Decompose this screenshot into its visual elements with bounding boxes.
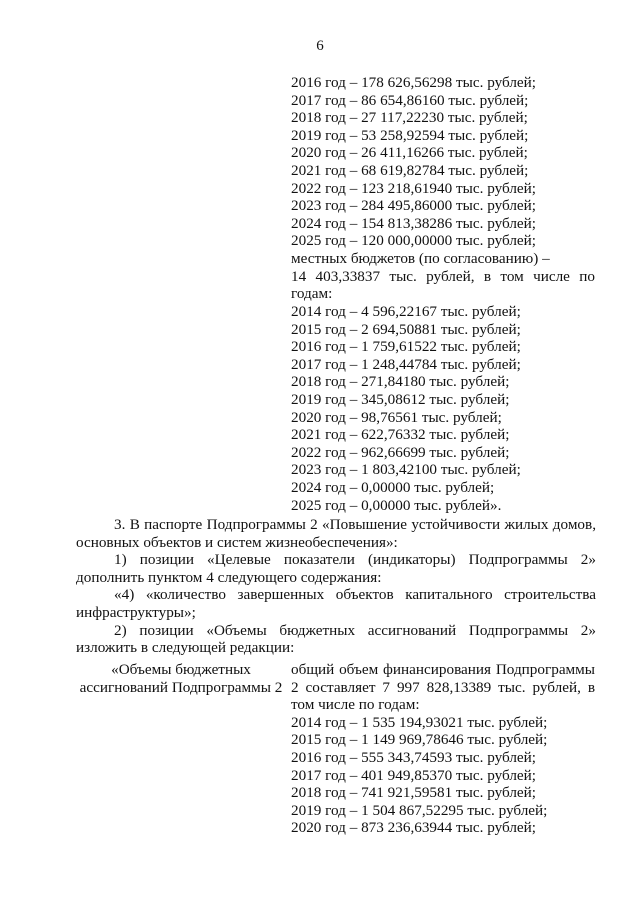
funding-line: 2025 год – 120 000,00000 тыс. рублей; [291,232,536,250]
funding-line: 2016 год – 1 759,61522 тыс. рублей; [291,338,521,356]
table-right-cell [291,661,595,837]
funding-line: 2014 год – 1 535 194,93021 тыс. рублей; [291,713,548,731]
paragraph-3-line: 3. В паспорте Подпрограммы 2 «Повышение устойчивости жилых домов, [114,516,596,533]
funding-line: 2017 год – 401 949,85370 тыс. рублей; [291,766,536,784]
table-right-line: том числе по годам: [291,696,420,714]
funding-line: 2014 год – 4 596,22167 тыс. рублей; [291,303,521,320]
funding-line: 2019 год – 53 258,92594 тыс. рублей; [291,126,529,144]
funding-line: 2020 год – 98,76561 тыс. рублей; [291,408,502,426]
quote-4-line: «4) «количество завершенных объектов капитального строительства [114,586,596,604]
funding-line: 2024 год – 154 813,38286 тыс. рублей; [291,214,536,232]
table-left-line: ассигнований Подпрограммы 2 [79,678,283,696]
funding-line: 2018 год – 271,84180 тыс. рублей; [291,373,510,391]
table-right-line: 2 составляет 7 997 828,13389 тыс. рублей, в [291,678,595,696]
funding-line: 2022 год – 123 218,61940 тыс. рублей; [291,179,536,197]
funding-line: 2023 год – 1 803,42100 тыс. рублей; [291,461,521,479]
item-1-line: дополнить пунктом 4 следующего содержания: [76,568,382,586]
funding-line: 2018 год – 741 921,59581 тыс. рублей; [291,784,536,802]
amendment-paragraphs [76,516,596,657]
funding-line: 2015 год – 2 694,50881 тыс. рублей; [291,320,521,338]
funding-line: 2018 год – 27 117,22230 тыс. рублей; [291,109,528,127]
years-label: годам: [291,285,333,303]
page-number: 6 [316,38,324,54]
funding-line: 2021 год – 68 619,82784 тыс. рублей; [291,161,529,179]
funding-line: 2025 год – 0,00000 тыс. рублей». [291,496,502,514]
funding-line: 2020 год – 26 411,16266 тыс. рублей; [291,144,528,162]
quote-4-line: инфраструктуры»; [76,603,196,621]
item-2-line: изложить в следующей редакции: [76,639,295,657]
funding-line: 2017 год – 86 654,86160 тыс. рублей; [291,91,529,109]
funding-line: 2019 год – 345,08612 тыс. рублей; [291,390,510,408]
funding-block-local [291,303,595,514]
funding-line: 2015 год – 1 149 969,78646 тыс. рублей; [291,731,548,749]
item-2-line: 2) позиции «Объемы бюджетных ассигнований Подпрограммы 2» [114,621,596,639]
funding-line: 2019 год – 1 504 867,52295 тыс. рублей; [291,801,548,819]
funding-line: 2022 год – 962,66699 тыс. рублей; [291,443,510,461]
item-1-line: 1) позиции «Целевые показатели (индикаторы) Подпрограммы 2» [114,551,596,569]
table-right-line: общий объем финансирования Подпрограммы [291,661,595,678]
local-budget-total: 14 403,33837 тыс. рублей, в том числе по [291,267,595,285]
funding-line: 2024 год – 0,00000 тыс. рублей; [291,478,495,496]
funding-line: 2020 год – 873 236,63944 тыс. рублей; [291,819,536,837]
funding-line: 2016 год – 178 626,56298 тыс. рублей; [291,74,536,91]
table-left-line: «Объемы бюджетных [111,661,251,678]
funding-line: 2017 год – 1 248,44784 тыс. рублей; [291,355,521,373]
funding-line: 2016 год – 555 343,74593 тыс. рублей; [291,748,536,766]
local-budget-label: местных бюджетов (по согласованию) – [291,249,550,267]
funding-block-regional [291,74,595,303]
table-left-cell [76,661,286,696]
funding-line: 2021 год – 622,76332 тыс. рублей; [291,426,510,444]
funding-line: 2023 год – 284 495,86000 тыс. рублей; [291,197,536,215]
paragraph-3-line: основных объектов и систем жизнеобеспечения»: [76,533,398,551]
